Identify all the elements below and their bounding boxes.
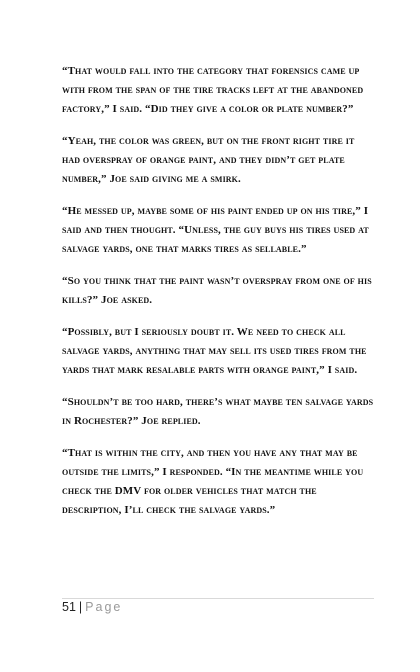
- paragraph: “That would fall into the category that forensics came up with from the span of the tire tracks left at the abandoned factory,” I said. “Did they give a color or plate number?”: [62, 65, 364, 115]
- page-label: Page: [85, 600, 123, 614]
- page-number: 51: [62, 600, 76, 614]
- paragraph: “So you think that the paint wasn’t overspray from one of his kills?” Joe asked.: [62, 275, 372, 306]
- footer-rule: [62, 598, 374, 599]
- paragraph: “He messed up, maybe some of his paint ended up on his tire,” I said and then thought. “Unless, the guy buys his tires used at salvage yards, one that marks tires as sellable.”: [62, 205, 369, 255]
- footer-separator: |: [78, 600, 83, 614]
- paragraph: “That is within the city, and then you have any that may be outside the limits,” I responded. “In the meantime while you check the DMV for older vehicles that match the description, I’ll check the salvage yards.”: [62, 447, 364, 516]
- paragraph: “Shouldn’t be too hard, there’s what maybe ten salvage yards in Rochester?” Joe replied.: [62, 396, 374, 427]
- paragraph: “Possibly, but I seriously doubt it. We need to check all salvage yards, anything that may sell its used tires from the yards that mark resalable parts with orange paint,” I said.: [62, 326, 367, 376]
- page-body: [62, 62, 374, 533]
- page-footer: [62, 600, 122, 614]
- paragraph: “Yeah, the color was green, but on the front right tire it had overspray of orange paint, and they didn’t get plate number,” Joe said giving me a smirk.: [62, 135, 355, 185]
